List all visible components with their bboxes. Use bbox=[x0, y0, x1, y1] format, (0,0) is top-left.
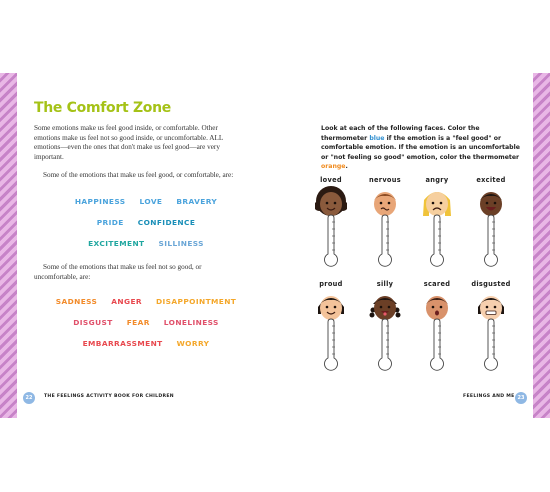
section-title-footer: FEELINGS AND ME bbox=[463, 394, 515, 399]
emotion-word: LONELINESS bbox=[163, 318, 219, 327]
face-scared bbox=[417, 280, 457, 375]
instructions-text: . bbox=[345, 163, 348, 171]
thermometer-to-color[interactable] bbox=[323, 214, 339, 268]
emotion-word: LOVE bbox=[139, 197, 163, 206]
right-page-edge-stripe bbox=[533, 73, 550, 418]
instructions-text: Look at each of the following faces. Color the thermometer bbox=[321, 125, 480, 142]
face-disgusted bbox=[471, 280, 511, 375]
emotion-word: DISAPPOINTMENT bbox=[156, 297, 237, 306]
face-label: angry bbox=[425, 176, 449, 184]
face-label: nervous bbox=[369, 176, 401, 184]
good-emotions-row bbox=[17, 239, 275, 248]
emotion-word: WORRY bbox=[176, 339, 210, 348]
blue-word: blue bbox=[369, 134, 385, 142]
face-label: scared bbox=[423, 280, 451, 288]
bad-emotions-row bbox=[17, 318, 275, 327]
face-label: proud bbox=[319, 280, 343, 288]
face-label: silly bbox=[376, 280, 394, 288]
instructions-text: if the emotion is a "feel good" or comfortable emotion. If the emotion is an uncomfortable or "not feeling so good" emotion, color the thermometer bbox=[321, 134, 520, 161]
face-label: excited bbox=[476, 176, 506, 184]
face-silly bbox=[365, 280, 405, 375]
bad-emotions-intro: Some of the emotions that make us feel not so good, or uncomfortable, are: bbox=[34, 263, 202, 281]
face-angry bbox=[417, 176, 457, 271]
face-nervous bbox=[365, 176, 405, 271]
face-excited bbox=[471, 176, 511, 271]
left-page bbox=[17, 73, 275, 418]
thermometer-to-color[interactable] bbox=[323, 318, 339, 372]
face-proud bbox=[311, 280, 351, 375]
coloring-instructions bbox=[321, 124, 521, 172]
thermometer-to-color[interactable] bbox=[429, 318, 445, 372]
thermometer-to-color[interactable] bbox=[377, 214, 393, 268]
page-number-badge: 22 bbox=[23, 392, 35, 404]
book-spread bbox=[0, 73, 550, 418]
thermometer-to-color[interactable] bbox=[483, 318, 499, 372]
good-emotions-intro: Some of the emotions that make us feel good, or comfortable, are: bbox=[43, 171, 234, 179]
emotion-word: ANGER bbox=[111, 297, 142, 306]
left-page-edge-stripe bbox=[0, 73, 17, 418]
emotion-word: BRAVERY bbox=[176, 197, 218, 206]
orange-word: orange bbox=[321, 163, 346, 171]
emotion-word: SILLINESS bbox=[158, 239, 204, 248]
face-label: disgusted bbox=[471, 280, 511, 288]
bad-emotions-row bbox=[17, 297, 275, 306]
emotion-word: CONFIDENCE bbox=[137, 218, 196, 227]
emotion-word: DISGUST bbox=[73, 318, 113, 327]
thermometer-to-color[interactable] bbox=[429, 214, 445, 268]
good-emotions-row bbox=[17, 218, 275, 227]
intro-paragraph: Some emotions make us feel good inside, or comfortable. Other emotions make us feel not so good inside, or uncomfortable. ALL emotions—even the ones that don't make us feel good—are very important. bbox=[34, 124, 223, 161]
book-title-footer: THE FEELINGS ACTIVITY BOOK FOR CHILDREN bbox=[44, 394, 174, 399]
page-number-badge: 23 bbox=[515, 392, 527, 404]
face-label: loved bbox=[320, 176, 342, 184]
emotion-word: PRIDE bbox=[96, 218, 124, 227]
thermometer-to-color[interactable] bbox=[483, 214, 499, 268]
emotion-word: EMBARRASSMENT bbox=[82, 339, 163, 348]
right-page bbox=[275, 73, 533, 418]
bad-emotions-row bbox=[17, 339, 275, 348]
emotion-word: EXCITEMENT bbox=[88, 239, 145, 248]
emotion-word: HAPPINESS bbox=[74, 197, 126, 206]
thermometer-to-color[interactable] bbox=[377, 318, 393, 372]
emotion-word: FEAR bbox=[126, 318, 150, 327]
face-loved bbox=[311, 176, 351, 271]
emotion-word: SADNESS bbox=[55, 297, 98, 306]
good-emotions-row bbox=[17, 197, 275, 206]
page-title: The Comfort Zone bbox=[34, 100, 171, 116]
